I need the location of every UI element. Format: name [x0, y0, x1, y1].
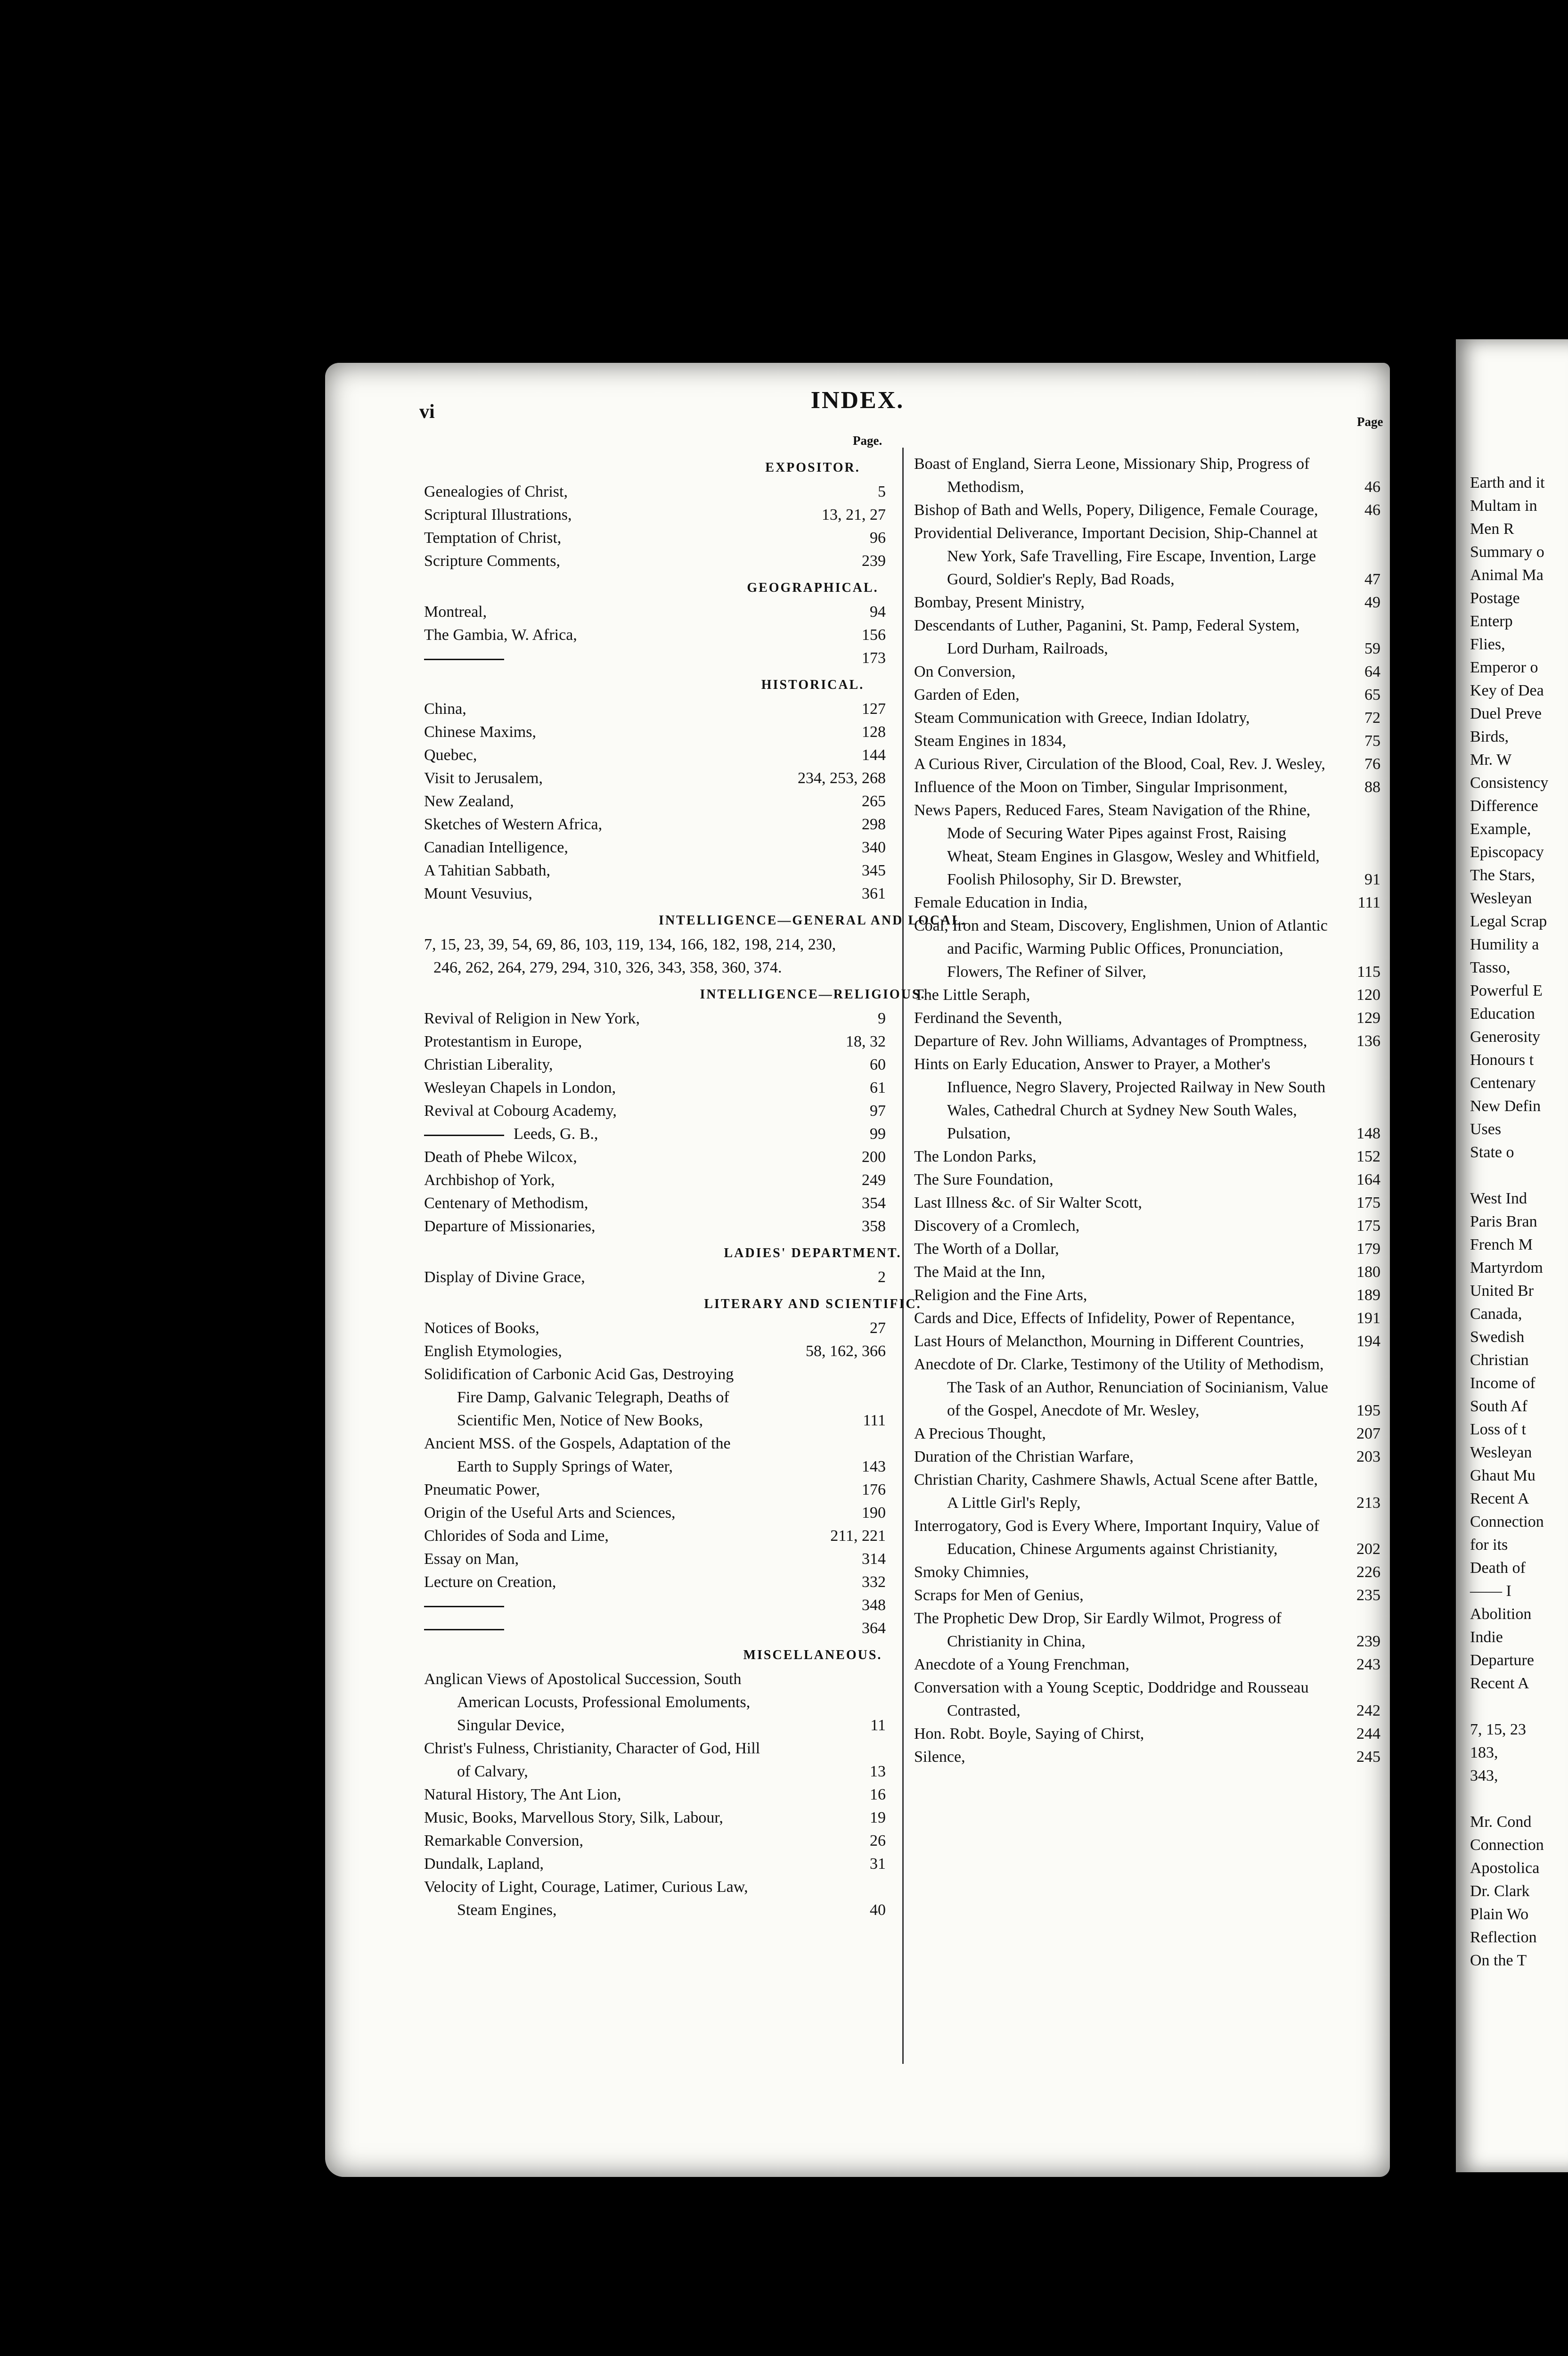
facing-page-line: French M: [1470, 1236, 1533, 1253]
entry-title: Christ's Fulness, Christianity, Character of God, Hill of Calvary,: [424, 1740, 760, 1780]
entry-title: Steam Communication with Greece, Indian Idolatry,: [914, 709, 1250, 727]
entry-title: Scripture Comments,: [424, 552, 560, 570]
entry-title: Conversation with a Young Sceptic, Doddridge and Rousseau Contrasted,: [914, 1679, 1309, 1719]
index-entry: The Worth of a Dollar, 179: [914, 1240, 1380, 1258]
facing-page-line: Martyrdom: [1470, 1259, 1543, 1276]
entry-title: Descendants of Luther, Paganini, St. Pamp, Federal System, Lord Durham, Railroads,: [914, 617, 1300, 657]
entry-title: Anglican Views of Apostolical Succession, South American Locusts, Professional Emoluments, Singular Device,: [424, 1670, 751, 1734]
index-entry: Steam Communication with Greece, Indian Idolatry, 72: [914, 709, 1380, 727]
entry-title: Scraps for Men of Genius,: [914, 1587, 1084, 1604]
index-entry: Chinese Maxims, 128: [424, 723, 886, 741]
index-entry: Anecdote of Dr. Clarke, Testimony of the Utility of Methodism, The Task of an Author, Renunciation of Socinianism, Value of the Gospel, Anecdote of Mr. Wesley, 195: [914, 1356, 1380, 1419]
entry-title: A Curious River, Circulation of the Blood, Coal, Rev. J. Wesley,: [914, 755, 1325, 773]
index-entry: Canadian Intelligence, 340: [424, 839, 886, 856]
index-entry: 364: [424, 1617, 886, 1640]
section-heading: INTELLIGENCE—RELIGIOUS.: [700, 987, 926, 1002]
index-entry: Anglican Views of Apostolical Succession, South American Locusts, Professional Emoluments, Singular Device, 11: [424, 1670, 886, 1734]
entry-title: Scriptural Illustrations,: [424, 506, 572, 524]
facing-page-line: Duel Preve: [1470, 705, 1542, 722]
facing-page-line: Christian: [1470, 1351, 1529, 1369]
entry-title: Genealogies of Christ,: [424, 483, 568, 500]
entry-title: The London Parks,: [914, 1148, 1037, 1165]
index-entry: Remarkable Conversion, 26: [424, 1832, 886, 1849]
index-entry: Lecture on Creation, 332: [424, 1573, 886, 1591]
index-entry: News Papers, Reduced Fares, Steam Navigation of the Rhine, Mode of Securing Water Pipes against Frost, Raising Wheat, Steam Engines in Glasgow, Wesley and Whitfield, Foolish Philosophy, Sir D. Brewster, 91: [914, 802, 1380, 888]
entry-title: Last Illness &c. of Sir Walter Scott,: [914, 1194, 1142, 1211]
entry-title: China,: [424, 700, 466, 718]
entry-title: Interrogatory, God is Every Where, Important Inquiry, Value of Education, Chinese Arguments against Christianity,: [914, 1517, 1320, 1558]
facing-page-line: Mr. W: [1470, 751, 1512, 769]
entry-title: Canadian Intelligence,: [424, 839, 568, 856]
facing-page-line: Paris Bran: [1470, 1213, 1537, 1230]
index-entry: Smoky Chimnies, 226: [914, 1563, 1380, 1581]
index-entry: Religion and the Fine Arts, 189: [914, 1286, 1380, 1304]
section-heading: LITERARY AND SCIENTIFIC.: [704, 1297, 922, 1311]
section-heading: GEOGRAPHICAL.: [747, 581, 879, 595]
section-heading: MISCELLANEOUS.: [743, 1648, 882, 1662]
facing-page-line: Earth and it: [1470, 474, 1545, 491]
facing-page-line: Episcopacy: [1470, 843, 1544, 861]
index-entry: Bishop of Bath and Wells, Popery, Diligence, Female Courage, 46: [914, 501, 1380, 519]
entry-pages: 211, 221: [830, 1527, 886, 1545]
entry-title: Anecdote of a Young Frenchman,: [914, 1656, 1130, 1673]
entry-title: Christian Charity, Cashmere Shawls, Actual Scene after Battle, A Little Girl's Reply,: [914, 1471, 1318, 1512]
facing-page-line: Summary o: [1470, 543, 1544, 561]
entry-title: The Little Seraph,: [914, 986, 1030, 1004]
entry-title: The Worth of a Dollar,: [914, 1240, 1059, 1258]
index-entry: Temptation of Christ, 96: [424, 529, 886, 547]
facing-page-line: —— I: [1470, 1582, 1511, 1600]
section-heading: LADIES' DEPARTMENT.: [724, 1246, 902, 1260]
facing-page-line: 343,: [1470, 1767, 1498, 1784]
index-entry: The Prophetic Dew Drop, Sir Eardly Wilmot, Progress of Christianity in China, 239: [914, 1610, 1380, 1650]
facing-page-line: Honours t: [1470, 1051, 1534, 1069]
index-entry: Anecdote of a Young Frenchman, 243: [914, 1656, 1380, 1673]
entry-title: Chlorides of Soda and Lime,: [424, 1527, 609, 1545]
index-entry: Revival of Religion in New York, 9: [424, 1010, 886, 1027]
index-entry: Quebec, 144: [424, 746, 886, 764]
facing-page-line: Mr. Cond: [1470, 1813, 1532, 1831]
section-heading: EXPOSITOR.: [765, 460, 860, 475]
index-entry: Bombay, Present Ministry, 49: [914, 594, 1380, 611]
facing-page: [1456, 339, 1568, 2172]
entry-title: Silence,: [914, 1748, 965, 1766]
index-entry: The Gambia, W. Africa, 156: [424, 626, 886, 644]
index-entry: Departure of Rev. John Williams, Advantages of Promptness, 136: [914, 1032, 1380, 1050]
entry-title: Protestantism in Europe,: [424, 1033, 582, 1050]
facing-page-line: Reflection: [1470, 1929, 1537, 1946]
facing-page-line: [1470, 1787, 1548, 1810]
entry-title: Discovery of a Cromlech,: [914, 1217, 1080, 1235]
facing-page-line: West Ind: [1470, 1190, 1527, 1207]
entry-title: Archbishop of York,: [424, 1171, 555, 1189]
index-entry: Interrogatory, God is Every Where, Important Inquiry, Value of Education, Chinese Arguments against Christianity, 202: [914, 1517, 1380, 1558]
index-entry: [424, 1030, 886, 1053]
facing-page-line: Education: [1470, 1005, 1535, 1023]
index-entry: [424, 1340, 886, 1363]
index-entry: Female Education in India, 111: [914, 894, 1380, 911]
facing-page-line: Example,: [1470, 820, 1531, 838]
index-page: [325, 363, 1390, 2177]
index-entry: Last Hours of Melancthon, Mourning in Different Countries, 194: [914, 1333, 1380, 1350]
index-entry: Scraps for Men of Genius, 235: [914, 1587, 1380, 1604]
index-entry: [424, 767, 886, 790]
facing-page-line: Loss of t: [1470, 1421, 1526, 1438]
index-entry: Conversation with a Young Sceptic, Doddridge and Rousseau Contrasted, 242: [914, 1679, 1380, 1719]
entry-title: Revival at Cobourg Academy,: [424, 1102, 617, 1120]
index-entry: New Zealand, 265: [424, 793, 886, 810]
entry-title: A Precious Thought,: [914, 1425, 1046, 1442]
index-entry: The Sure Foundation, 164: [914, 1171, 1380, 1188]
entry-title: Ancient MSS. of the Gospels, Adaptation of the Earth to Supply Springs of Water,: [424, 1435, 731, 1475]
right-column: [914, 452, 1380, 1768]
index-entry: Music, Books, Marvellous Story, Silk, Labour, 19: [424, 1809, 886, 1826]
entry-title: Boast of England, Sierra Leone, Missionary Ship, Progress of Methodism,: [914, 455, 1310, 496]
facing-page-line: Plain Wo: [1470, 1906, 1529, 1923]
entry-title: Coal, Iron and Steam, Discovery, Englishmen, Union of Atlantic and Pacific, Warming Public Offices, Pronunciation, Flowers, The Refiner of Silver,: [914, 917, 1328, 981]
facing-page-text: [1470, 471, 1548, 1972]
entry-title: Notices of Books,: [424, 1319, 539, 1337]
facing-page-line: 183,: [1470, 1744, 1498, 1761]
entry-title: Lecture on Creation,: [424, 1573, 556, 1591]
entry-title: Revival of Religion in New York,: [424, 1010, 640, 1027]
index-entry: Steam Engines in 1834, 75: [914, 732, 1380, 750]
index-entry: The London Parks, 152: [914, 1148, 1380, 1165]
facing-page-line: Wesleyan: [1470, 1444, 1532, 1461]
index-entry: Display of Divine Grace, 2: [424, 1268, 886, 1286]
entry-title: Centenary of Methodism,: [424, 1194, 588, 1212]
facing-page-line: South Af: [1470, 1398, 1527, 1415]
facing-page-line: Centenary: [1470, 1074, 1536, 1092]
facing-page-line: Generosity: [1470, 1028, 1541, 1046]
facing-page-line: New Defin: [1470, 1097, 1541, 1115]
facing-page-line: Ghaut Mu: [1470, 1467, 1535, 1484]
entry-title: Hon. Robt. Boyle, Saying of Chirst,: [914, 1725, 1144, 1742]
entry-title: Cards and Dice, Effects of Infidelity, Power of Repentance,: [914, 1309, 1295, 1327]
entry-title: Dundalk, Lapland,: [424, 1855, 544, 1873]
facing-page-line: Apostolica: [1470, 1859, 1540, 1877]
index-entry: Ancient MSS. of the Gospels, Adaptation of the Earth to Supply Springs of Water, 143: [424, 1435, 886, 1475]
section-heading: HISTORICAL.: [761, 678, 865, 692]
entry-title: Hints on Early Education, Answer to Prayer, a Mother's Influence, Negro Slavery, Projected Railway in New South Wales, Cathedral Church at Sydney New South Wales, Pulsation,: [914, 1055, 1326, 1142]
index-entry: Hon. Robt. Boyle, Saying of Chirst, 244: [914, 1725, 1380, 1742]
ditto-rule: [424, 659, 504, 660]
facing-page-line: Difference: [1470, 797, 1538, 815]
index-entry: Death of Phebe Wilcox, 200: [424, 1148, 886, 1166]
index-entry: The Maid at the Inn, 180: [914, 1263, 1380, 1281]
entry-pages: 58, 162, 366: [806, 1342, 886, 1360]
entry-title: Christian Liberality,: [424, 1056, 553, 1073]
ditto-rule: [424, 1606, 504, 1607]
facing-page-line: Wesleyan: [1470, 890, 1532, 907]
index-entry: Wesleyan Chapels in London, 61: [424, 1079, 886, 1096]
page-title: INDEX.: [810, 387, 905, 414]
entry-title: Steam Engines in 1834,: [914, 732, 1066, 750]
index-entry: Departure of Missionaries, 358: [424, 1218, 886, 1235]
index-entry: On Conversion, 64: [914, 663, 1380, 680]
index-entry: Cards and Dice, Effects of Infidelity, Power of Repentance, 191: [914, 1309, 1380, 1327]
facing-page-line: The Stars,: [1470, 867, 1535, 884]
entry-pages: 13, 21, 27: [822, 506, 886, 524]
facing-page-line: Humility a: [1470, 936, 1539, 953]
index-entry: Leeds, G. B., 99: [424, 1122, 886, 1145]
index-entry: 173: [424, 646, 886, 670]
entry-title: Pneumatic Power,: [424, 1481, 540, 1498]
index-entry: China, 127: [424, 700, 886, 718]
facing-page-line: Enterp: [1470, 613, 1513, 630]
entry-title: The Gambia, W. Africa,: [424, 626, 577, 644]
index-entry: A Curious River, Circulation of the Blood, Coal, Rev. J. Wesley, 76: [914, 755, 1380, 773]
entry-title: Female Education in India,: [914, 894, 1088, 911]
entry-title: English Etymologies,: [424, 1342, 562, 1360]
index-entry: Christ's Fulness, Christianity, Character of God, Hill of Calvary, 13: [424, 1740, 886, 1780]
folio: vi: [419, 401, 435, 423]
index-entry: [424, 1524, 886, 1547]
entry-title: Anecdote of Dr. Clarke, Testimony of the Utility of Methodism, The Task of an Author, Renunciation of Socinianism, Value of the Gospel, Anecdote of Mr. Wesley,: [914, 1356, 1328, 1419]
entry-title: Chinese Maxims,: [424, 723, 536, 741]
facing-page-line: Connection: [1470, 1513, 1544, 1530]
facing-page-line: Death of: [1470, 1559, 1526, 1577]
page-column-header-right: Page: [1357, 415, 1383, 429]
ditto-rule: [424, 1135, 504, 1136]
entry-title: Montreal,: [424, 603, 487, 621]
index-entry: Providential Deliverance, Important Decision, Ship-Channel at New York, Safe Travelling, Fire Escape, Invention, Large Gourd, Soldier's Reply, Bad Roads, 47: [914, 524, 1380, 588]
ditto-rule: [424, 1629, 504, 1630]
entry-title: Last Hours of Melancthon, Mourning in Different Countries,: [914, 1333, 1304, 1350]
entry-title: Providential Deliverance, Important Decision, Ship-Channel at New York, Safe Travelling, Fire Escape, Invention, Large Gourd, Soldier's Reply, Bad Roads,: [914, 524, 1318, 588]
index-entry: Scripture Comments, 239: [424, 552, 886, 570]
facing-page-line: Abolition: [1470, 1605, 1532, 1623]
facing-page-line: On the T: [1470, 1952, 1527, 1969]
facing-page-line: 7, 15, 23: [1470, 1721, 1526, 1738]
entry-title: News Papers, Reduced Fares, Steam Navigation of the Rhine, Mode of Securing Water Pipes against Frost, Raising Wheat, Steam Engines in Glasgow, Wesley and Whitfield, Foolish Philosophy, Sir D. Brewster,: [914, 802, 1320, 888]
entry-title: The Prophetic Dew Drop, Sir Eardly Wilmot, Progress of Christianity in China,: [914, 1610, 1282, 1650]
entry-title: A Tahitian Sabbath,: [424, 862, 551, 879]
facing-page-line: for its: [1470, 1536, 1508, 1554]
facing-page-line: Flies,: [1470, 636, 1505, 653]
index-entry: Silence, 245: [914, 1748, 1380, 1766]
facing-page-line: Powerful E: [1470, 982, 1543, 999]
facing-page-line: Animal Ma: [1470, 566, 1544, 584]
entry-title: On Conversion,: [914, 663, 1016, 680]
index-entry: Natural History, The Ant Lion, 16: [424, 1786, 886, 1803]
entry-title: Bombay, Present Ministry,: [914, 594, 1085, 611]
facing-page-line: Recent A: [1470, 1490, 1529, 1507]
entry-title: Duration of the Christian Warfare,: [914, 1448, 1134, 1465]
index-entry: Origin of the Useful Arts and Sciences, 190: [424, 1504, 886, 1522]
entry-title: Remarkable Conversion,: [424, 1832, 584, 1849]
facing-page-line: Departure: [1470, 1652, 1534, 1669]
index-entry: Discovery of a Cromlech, 175: [914, 1217, 1380, 1235]
index-entry: Coal, Iron and Steam, Discovery, Englishmen, Union of Atlantic and Pacific, Warming Public Offices, Pronunciation, Flowers, The Refiner of Silver, 115: [914, 917, 1380, 981]
entry-title: Smoky Chimnies,: [914, 1563, 1029, 1581]
index-entry: Last Illness &c. of Sir Walter Scott, 175: [914, 1194, 1380, 1211]
entry-title: Wesleyan Chapels in London,: [424, 1079, 616, 1096]
facing-page-line: Postage: [1470, 589, 1520, 607]
entry-title: Departure of Rev. John Williams, Advantages of Promptness,: [914, 1032, 1307, 1050]
index-entry: The Little Seraph, 120: [914, 986, 1380, 1004]
facing-page-line: Income of: [1470, 1374, 1535, 1392]
facing-page-line: Indie: [1470, 1628, 1503, 1646]
entry-title: Death of Phebe Wilcox,: [424, 1148, 577, 1166]
index-entry: Genealogies of Christ, 5: [424, 483, 886, 500]
index-entry: Sketches of Western Africa, 298: [424, 816, 886, 833]
index-entry: Solidification of Carbonic Acid Gas, Destroying Fire Damp, Galvanic Telegraph, Deaths of Scientific Men, Notice of New Books, 111: [424, 1366, 886, 1429]
index-entry: Essay on Man, 314: [424, 1550, 886, 1568]
facing-page-line: Emperor o: [1470, 659, 1538, 676]
index-entry: Centenary of Methodism, 354: [424, 1194, 886, 1212]
index-entry: Influence of the Moon on Timber, Singular Imprisonment, 88: [914, 778, 1380, 796]
entry-title: Origin of the Useful Arts and Sciences,: [424, 1504, 676, 1522]
entry-title: Temptation of Christ,: [424, 529, 562, 547]
entry-title: Influence of the Moon on Timber, Singular Imprisonment,: [914, 778, 1288, 796]
index-entry: Descendants of Luther, Paganini, St. Pamp, Federal System, Lord Durham, Railroads, 59: [914, 617, 1380, 657]
index-entry: 348: [424, 1594, 886, 1617]
entry-title: Religion and the Fine Arts,: [914, 1286, 1087, 1304]
entry-title: Velocity of Light, Courage, Latimer, Curious Law, Steam Engines,: [424, 1878, 748, 1919]
facing-page-line: [1470, 1164, 1548, 1187]
entry-title: Sketches of Western Africa,: [424, 816, 603, 833]
index-entry: Dundalk, Lapland, 31: [424, 1855, 886, 1873]
index-entry: Revival at Cobourg Academy, 97: [424, 1102, 886, 1120]
entry-pages: 234, 253, 268: [798, 769, 886, 787]
page-column-header-left: Page.: [853, 434, 882, 448]
index-entry: Hints on Early Education, Answer to Prayer, a Mother's Influence, Negro Slavery, Projected Railway in New South Wales, Cathedral Church at Sydney New South Wales, Pulsation, 148: [914, 1055, 1380, 1142]
facing-page-line: Swedish: [1470, 1328, 1525, 1346]
facing-page-line: Connection: [1470, 1836, 1544, 1854]
entry-title: Visit to Jerusalem,: [424, 769, 543, 787]
index-entry: A Precious Thought, 207: [914, 1425, 1380, 1442]
index-entry: [424, 503, 886, 526]
facing-page-line: Canada,: [1470, 1305, 1522, 1323]
facing-page-line: Legal Scrap: [1470, 913, 1547, 930]
entry-title: Natural History, The Ant Lion,: [424, 1786, 621, 1803]
index-entry: A Tahitian Sabbath, 345: [424, 862, 886, 879]
entry-pages: 18, 32: [846, 1033, 886, 1050]
entry-title: New Zealand,: [424, 793, 514, 810]
index-entry: Pneumatic Power, 176: [424, 1481, 886, 1498]
entry-title: Bishop of Bath and Wells, Popery, Diligence, Female Courage,: [914, 501, 1318, 519]
facing-page-line: Consistency: [1470, 774, 1549, 792]
index-entry: Christian Liberality, 60: [424, 1056, 886, 1073]
entry-title: Music, Books, Marvellous Story, Silk, Labour,: [424, 1809, 723, 1826]
index-entry: Archbishop of York, 249: [424, 1171, 886, 1189]
entry-title: Garden of Eden,: [914, 686, 1020, 704]
entry-title: Quebec,: [424, 746, 477, 764]
index-entry: Velocity of Light, Courage, Latimer, Curious Law, Steam Engines, 40: [424, 1878, 886, 1919]
facing-page-line: Birds,: [1470, 728, 1509, 745]
index-entry: Duration of the Christian Warfare, 203: [914, 1448, 1380, 1465]
index-entry: Montreal, 94: [424, 603, 886, 621]
index-entry: Mount Vesuvius, 361: [424, 885, 886, 902]
entry-title: Ferdinand the Seventh,: [914, 1009, 1062, 1027]
facing-page-line: Recent A: [1470, 1675, 1529, 1692]
facing-page-line: Uses: [1470, 1121, 1502, 1138]
facing-page-line: Key of Dea: [1470, 682, 1544, 699]
index-entry: Christian Charity, Cashmere Shawls, Actual Scene after Battle, A Little Girl's Reply, 213: [914, 1471, 1380, 1512]
entry-title: Leeds, G. B.,: [514, 1125, 598, 1143]
facing-page-line: [1470, 1695, 1548, 1718]
entry-title: Departure of Missionaries,: [424, 1218, 596, 1235]
facing-page-line: United Br: [1470, 1282, 1534, 1300]
facing-page-line: Men R: [1470, 520, 1514, 538]
page-number-list: 7, 15, 23, 39, 54, 69, 86, 103, 119, 134, 166, 182, 198, 214, 230, 246, 262, 264, 279, 294, 310, 326, 343, 358, 360, 374.: [424, 936, 836, 976]
facing-page-line: Tasso,: [1470, 959, 1511, 976]
index-entry: Boast of England, Sierra Leone, Missionary Ship, Progress of Methodism, 46: [914, 455, 1380, 496]
section-heading: INTELLIGENCE—GENERAL AND LOCAL.: [659, 913, 967, 928]
index-entry: Garden of Eden, 65: [914, 686, 1380, 704]
entry-title: Essay on Man,: [424, 1550, 519, 1568]
facing-page-line: Dr. Clark: [1470, 1882, 1530, 1900]
entry-title: Mount Vesuvius,: [424, 885, 532, 902]
index-entry: Ferdinand the Seventh, 129: [914, 1009, 1380, 1027]
facing-page-line: State o: [1470, 1144, 1514, 1161]
index-entry: Notices of Books, 27: [424, 1319, 886, 1337]
entry-title: The Maid at the Inn,: [914, 1263, 1045, 1281]
entry-title: Solidification of Carbonic Acid Gas, Destroying Fire Damp, Galvanic Telegraph, Deaths of Scientific Men, Notice of New Books,: [424, 1366, 734, 1429]
facing-page-line: Multam in: [1470, 497, 1537, 515]
entry-title: The Sure Foundation,: [914, 1171, 1054, 1188]
entry-title: Display of Divine Grace,: [424, 1268, 585, 1286]
